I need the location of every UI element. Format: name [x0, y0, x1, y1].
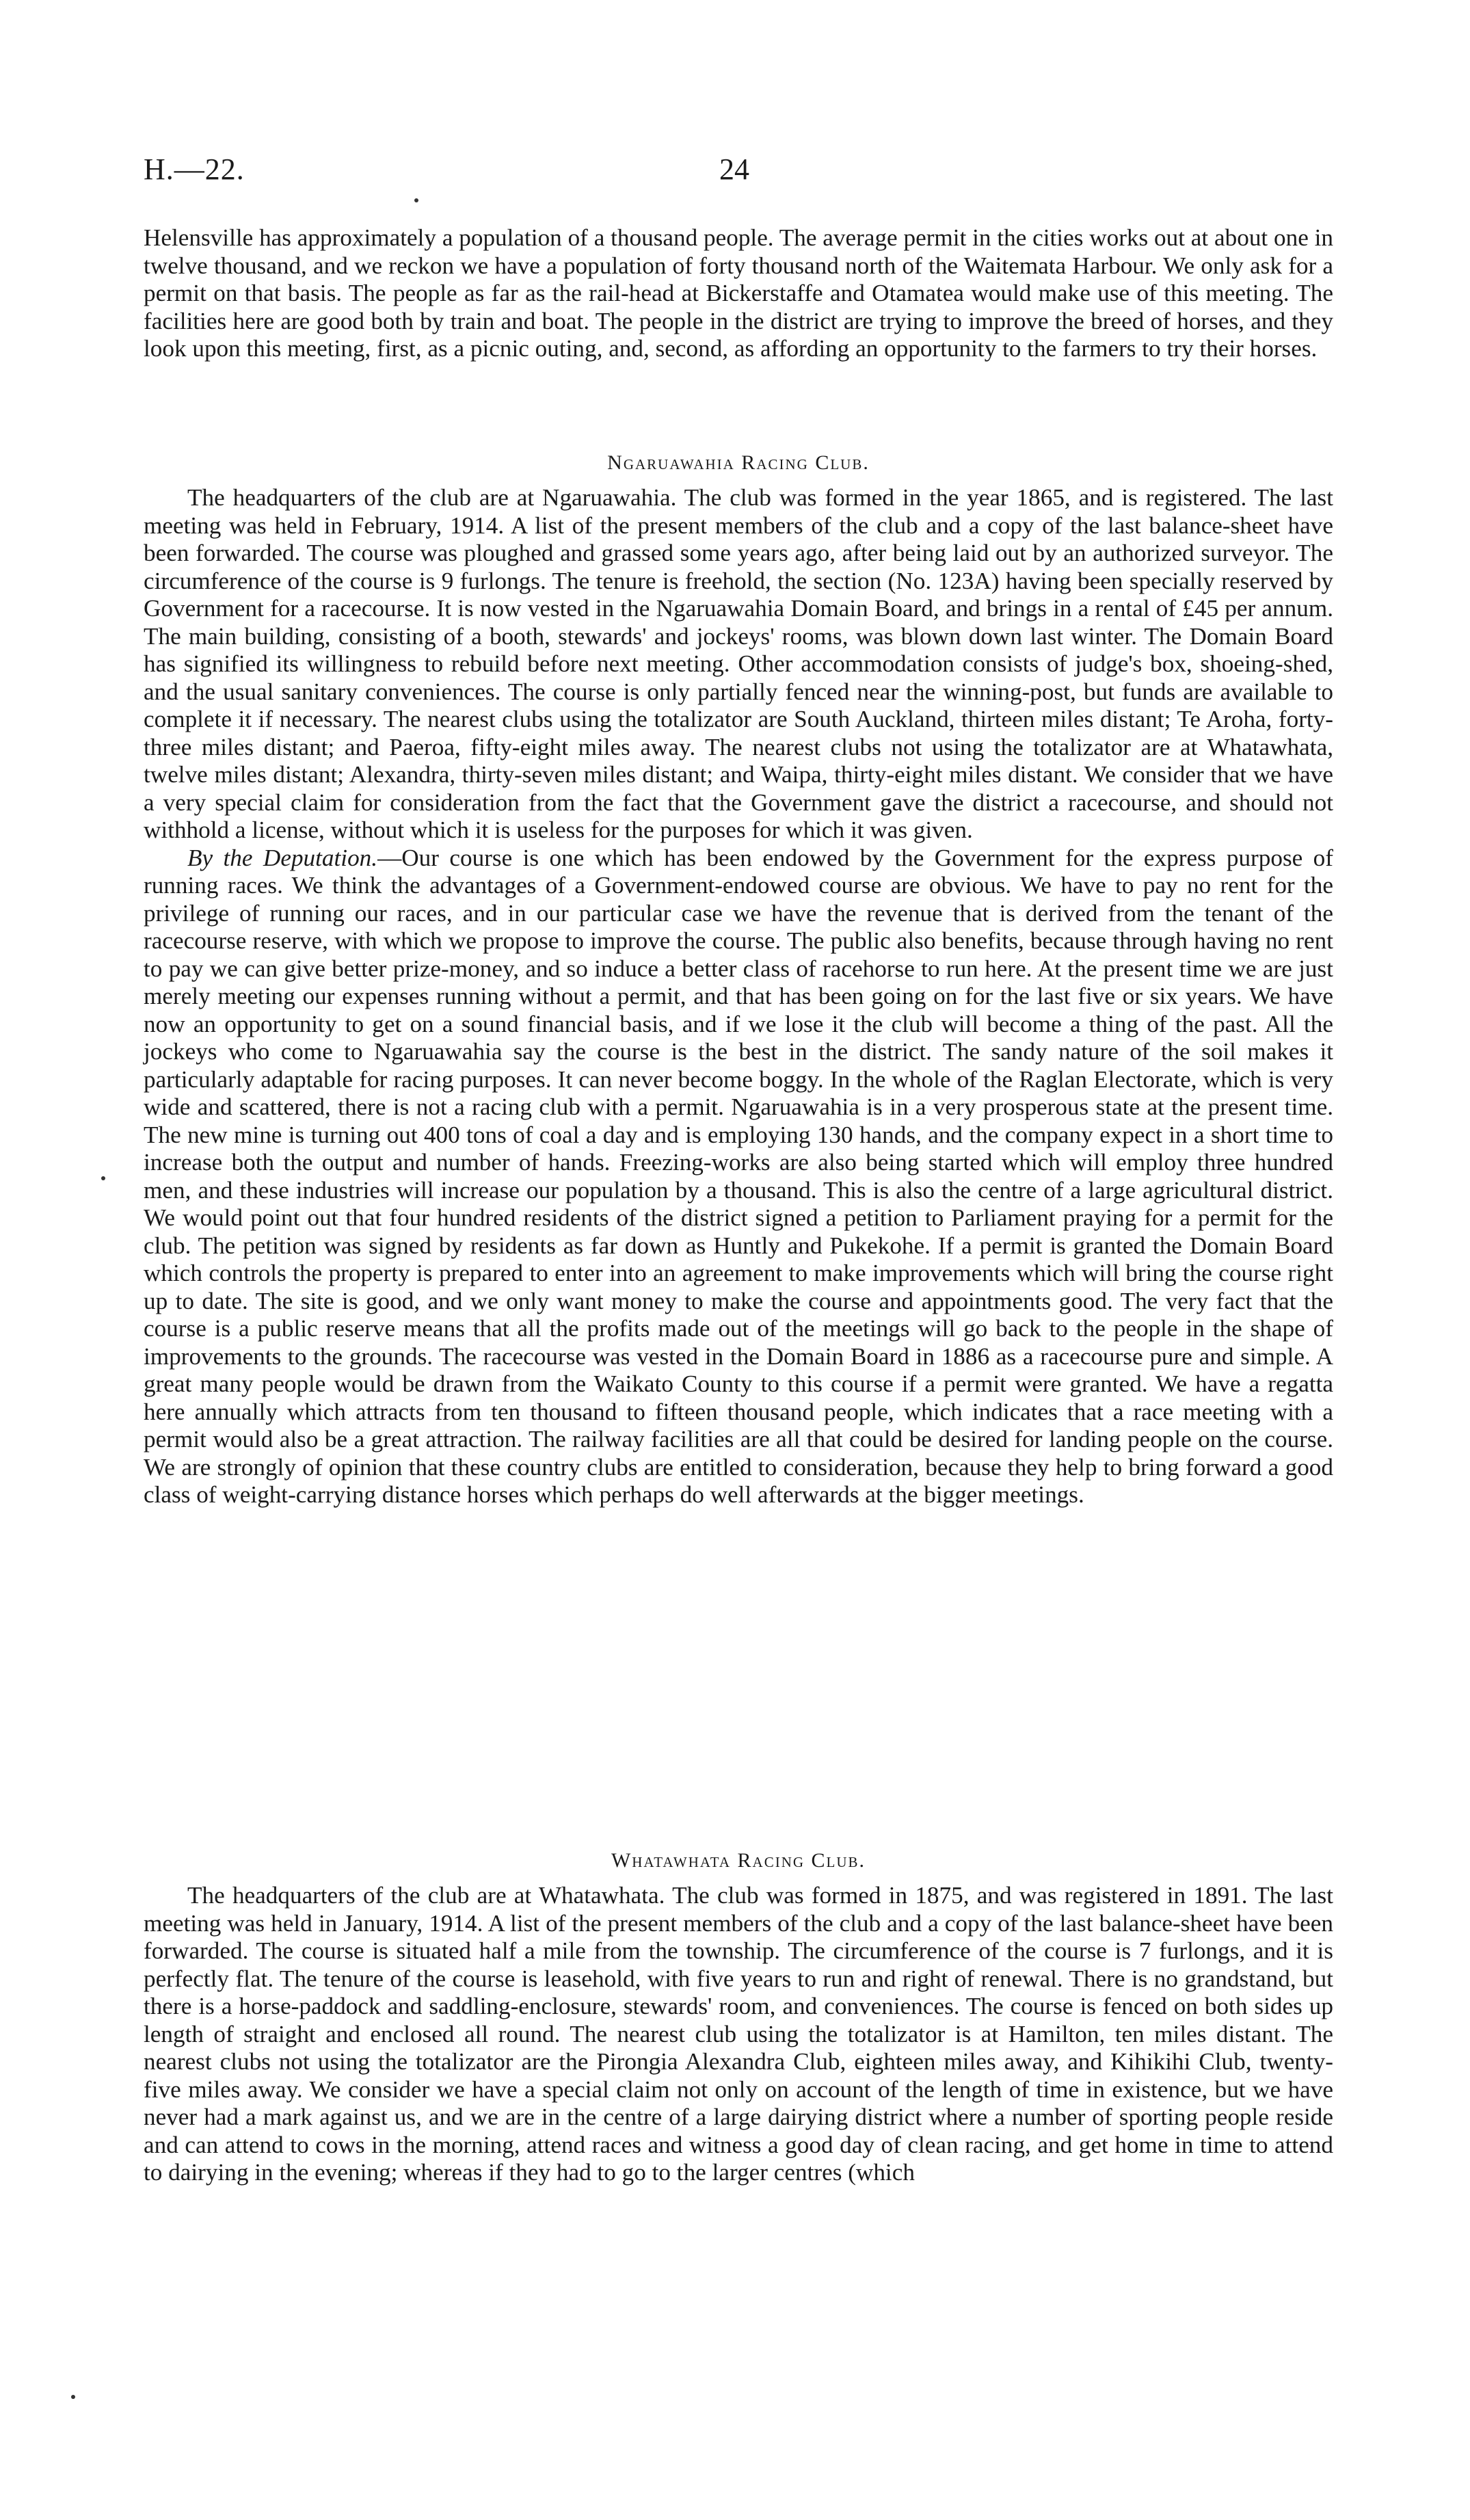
ngaruawahia-heading: Ngaruawahia Racing Club.: [607, 451, 870, 474]
whatawhata-paragraph-1: The headquarters of the club are at Whatawhata. The club was formed in 1875, and was registered in 1891. The last meeting was held in January, 1914. A list of the present members of the club and a copy of the last balance-sheet have been forwarded. The course is situated half a mile from the township. The circumference of the course is 7 furlongs, and it is perfectly flat. The tenure of the course is leasehold, with five years to run and right of renewal. There is no grandstand, but there is a horse-paddock and saddling-enclosure, stewards' room, and conveniences. The course is fenced on both sides up length of straight and enclosed all round. The nearest club using the totalizator is at Hamilton, ten miles distant. The nearest clubs not using the totalizator are the Pirongia Alexandra Club, eighteen miles away, and Kihikihi Club, twenty-five miles away. We consider we have a special claim not only on account of the length of time in existence, but we have never had a mark against us, and we are in the centre of a large dairying district where a number of sporting people reside and can attend to cows in the morning, attend races and witness a good day of clean racing, and get home in time to attend to dairying in the evening; whereas if they had to go to the larger centres (which: [144, 1882, 1333, 2186]
whatawhata-heading: Whatawhata Racing Club.: [611, 1849, 866, 1872]
scan-speck: [414, 198, 418, 202]
scan-speck: [101, 1176, 105, 1180]
page-header: [144, 152, 1333, 193]
ngaruawahia-paragraph-2-body: —Our course is one which has been endowed by the Government for the express purpose of running races. We think the advantages of a Government-endowed course are obvious. We have to pay no rent for the privilege of running our races, and in our particular case we have the revenue that is derived from the tenant of the racecourse reserve, with which we propose to improve the course. The public also benefits, because through having no rent to pay we can give better prize-money, and so induce a better class of racehorse to run here. At the present time we are just merely meeting our expenses running without a permit, and that has been going on for the last five or six years. We have now an opportunity to get on a sound financial basis, and if we lose it the club will become a thing of the past. All the jockeys who come to Ngaruawahia say the course is the best in the district. The sandy nature of the soil makes it particularly adaptable for racing purposes. It can never become boggy. In the whole of the Raglan Electorate, which is very wide and scattered, there is not a racing club with a permit. Ngaruawahia is in a very prosperous state at the present time. The new mine is turning out 400 tons of coal a day and is employing 130 hands, and the company expect in a short time to increase both the output and number of hands. Freezing-works are also being started which will employ three hundred men, and these industries will increase our population by a thousand. This is also the centre of a large agricultural district. We would point out that four hundred residents of the district signed a petition to Parliament praying for a permit for the club. The petition was signed by residents as far down as Huntly and Pukekohe. If a permit is granted the Domain Board which controls the property is prepared to enter into an agreement to make improvements which will bring the course right up to date. The site is good, and we only want money to make the course and appointments good. The very fact that the course is a public reserve means that all the profits made out of the meetings will go back to the people in the shape of improvements to the grounds. The racecourse was vested in the Domain Board in 1886 as a racecourse pure and simple. A great many people would be drawn from the Waikato County to this course if a permit were granted. We have a regatta here annually which attracts from ten thousand to fifteen thousand people, which indicates that a race meeting with a permit would also be a great attraction. The railway facilities are all that could be desired for landing people on the course. We are strongly of opinion that these country clubs are entitled to consideration, because they help to bring forward a good class of weight-carrying distance horses which perhaps do well afterwards at the bigger meetings.: [144, 844, 1333, 1508]
ngaruawahia-section: [144, 484, 1333, 1509]
whatawhata-section: [144, 1882, 1333, 2187]
ngaruawahia-paragraph-2: [144, 845, 1333, 1509]
scan-speck: [71, 2395, 75, 2399]
ngaruawahia-paragraph-1: The headquarters of the club are at Ngaruawahia. The club was formed in the year 1865, and is registered. The last meeting was held in February, 1914. A list of the present members of the club and a copy of the last balance-sheet have been forwarded. The course was ploughed and grassed some years ago, after being laid out by an authorized surveyor. The circumference of the course is 9 furlongs. The tenure is freehold, the section (No. 123A) having been specially reserved by Government for a racecourse. It is now vested in the Ngaruawahia Domain Board, and brings in a rental of £45 per annum. The main building, consisting of a booth, stewards' and jockeys' rooms, was blown down last winter. The Domain Board has signified its willingness to rebuild before next meeting. Other accommodation consists of judge's box, shoeing-shed, and the usual sanitary conveniences. The course is only partially fenced near the winning-post, but funds are available to complete it if necessary. The nearest clubs using the totalizator are South Auckland, thirteen miles distant; Te Aroha, forty-three miles distant; and Paeroa, fifty-eight miles away. The nearest clubs not using the totalizator are at Whatawhata, twelve miles distant; Alexandra, thirty-seven miles distant; and Waipa, thirty-eight miles distant. We consider that we have a very special claim for consideration from the fact that the Government gave the district a racecourse, and should not withhold a license, without which it is useless for the purposes for which it was given.: [144, 484, 1333, 843]
page-number: 24: [719, 152, 749, 186]
deputation-label: By the Deputation.: [187, 844, 378, 871]
intro-paragraph: Helensville has approximately a population of a thousand people. The average permit in the cities works out at about one in twelve thousand, and we reckon we have a population of forty thousand north of the Waitemata Harbour. We only ask for a permit on that basis. The people as far as the rail-head at Bickerstaffe and Otamatea would make use of this meeting. The facilities here are good both by train and boat. The people in the district are trying to improve the breed of horses, and they look upon this meeting, first, as a picnic outing, and, second, as affording an opportunity to the farmers to try their horses.: [144, 224, 1333, 362]
document-reference: H.—22.: [144, 152, 245, 186]
intro-section: [144, 224, 1333, 363]
